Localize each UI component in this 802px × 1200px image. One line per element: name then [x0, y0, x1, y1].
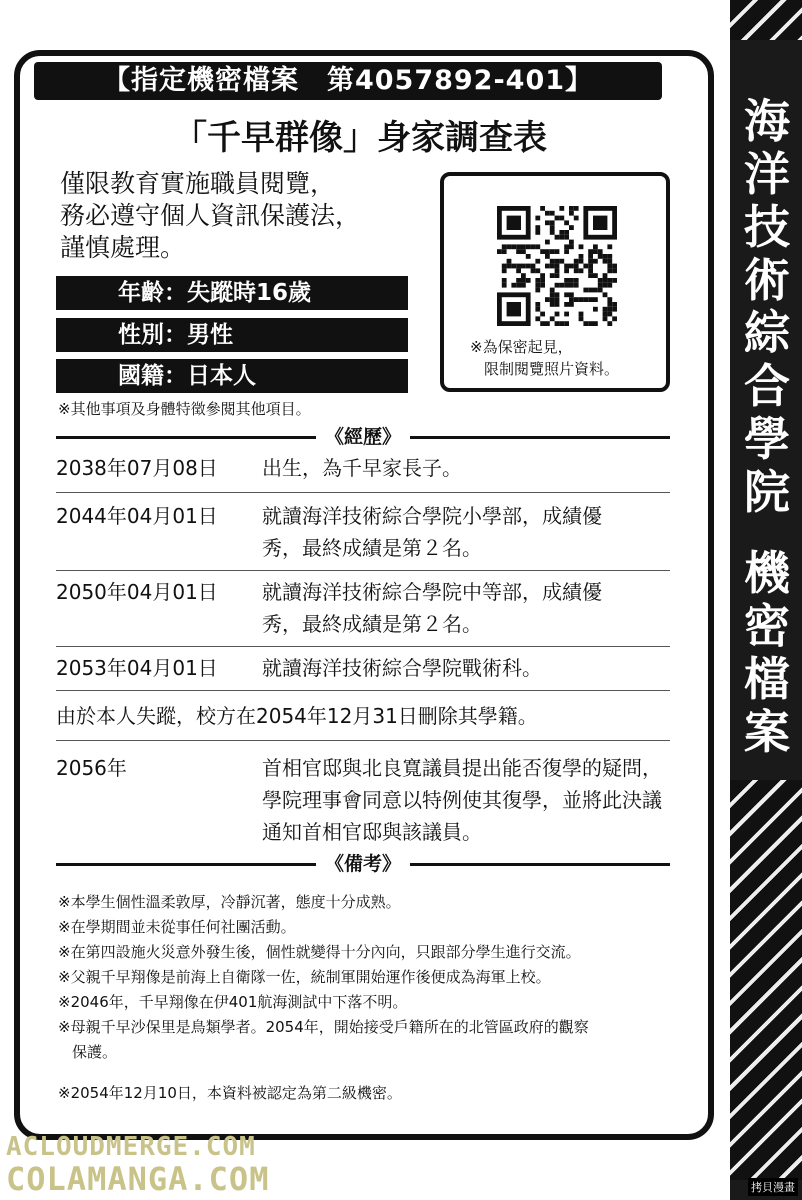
date: 2044年04月01日	[56, 504, 218, 528]
row-divider	[56, 646, 670, 647]
file-header: 【指定機密檔案 第4057892-401】	[34, 62, 662, 100]
classification-note: ※2054年12月10日，本資料被認定為第二級機密。	[58, 1084, 402, 1102]
remark: ※2046年，千早翔像在伊401航海測試中下落不明。	[58, 993, 408, 1011]
stripe-pattern	[730, 780, 802, 1180]
corner-label: 拷貝漫畫	[748, 1178, 798, 1196]
row-divider	[56, 492, 670, 493]
side-title-line: 海 洋 技 術 綜 合 學 院	[744, 94, 790, 519]
photo-caption	[470, 336, 619, 380]
history-label: 《經歷》	[324, 426, 401, 448]
remark: ※在第四設施火災意外發生後，個性就變得十分內向，只跟部分學生進行交流。	[58, 943, 581, 961]
history-heading	[56, 425, 670, 449]
notice-line: 務必遵守個人資訊保護法，	[60, 201, 361, 230]
info-age: 年齡：失蹤時16歲	[56, 276, 408, 310]
remarks-list	[58, 890, 589, 1065]
date: 2056年	[56, 756, 127, 780]
event: 首相官邸與北良寬議員提出能否復學的疑問，學院理事會同意以特例使其復學，並將此決議通知首相官邸與該議員。	[262, 756, 662, 844]
event: 就讀海洋技術綜合學院中等部，成績優秀，最終成績是第２名。	[262, 580, 602, 636]
info-note: ※其他事項及身體特徵參閱其他項目。	[58, 400, 311, 418]
caption-line: 限制閱覽照片資料。	[484, 360, 620, 378]
remarks-heading	[56, 852, 670, 876]
event: 就讀海洋技術綜合學院戰術科。	[262, 656, 542, 680]
event: 出生，為千早家長子。	[262, 456, 462, 480]
photo-box	[440, 172, 670, 392]
remark: ※父親千早翔像是前海上自衛隊一佐，統制軍開始運作後便成為海軍上校。	[58, 968, 551, 986]
watermark: COLAMANGA.COM	[6, 1160, 270, 1198]
document-title: 「千早群像」身家調查表	[173, 118, 547, 158]
notice-line: 謹慎處理。	[60, 233, 186, 262]
remark: 保護。	[72, 1043, 118, 1061]
stripe-pattern	[730, 0, 802, 40]
notice-line: 僅限教育實施職員閱覽，	[60, 169, 336, 198]
side-title-line: 機 密 檔 案	[744, 546, 790, 759]
caption-line: ※為保密起見，	[470, 338, 573, 356]
access-notice	[60, 168, 360, 264]
date: 2053年04月01日	[56, 656, 218, 680]
remark: ※母親千早沙保里是鳥類學者。2054年，開始接受戶籍所在的北管區政府的觀察	[58, 1018, 589, 1036]
watermark: ACLOUDMERGE.COM	[6, 1132, 256, 1162]
remark: ※在學期間並未從事任何社團活動。	[58, 918, 296, 936]
side-title	[734, 95, 800, 759]
event: 就讀海洋技術綜合學院小學部，成績優秀，最終成績是第２名。	[262, 504, 602, 560]
remark: ※本學生個性溫柔敦厚，冷靜沉著，態度十分成熟。	[58, 893, 401, 911]
date: 2050年04月01日	[56, 580, 218, 604]
row-divider	[56, 570, 670, 571]
qr-code-icon	[497, 206, 617, 326]
info-nationality: 國籍：日本人	[56, 359, 408, 393]
event: 由於本人失蹤，校方在2054年12月31日刪除其學籍。	[56, 704, 538, 728]
row-divider	[56, 740, 670, 741]
remarks-label: 《備考》	[324, 853, 401, 875]
row-divider	[56, 690, 670, 691]
info-gender: 性別：男性	[56, 318, 408, 352]
date: 2038年07月08日	[56, 456, 218, 480]
